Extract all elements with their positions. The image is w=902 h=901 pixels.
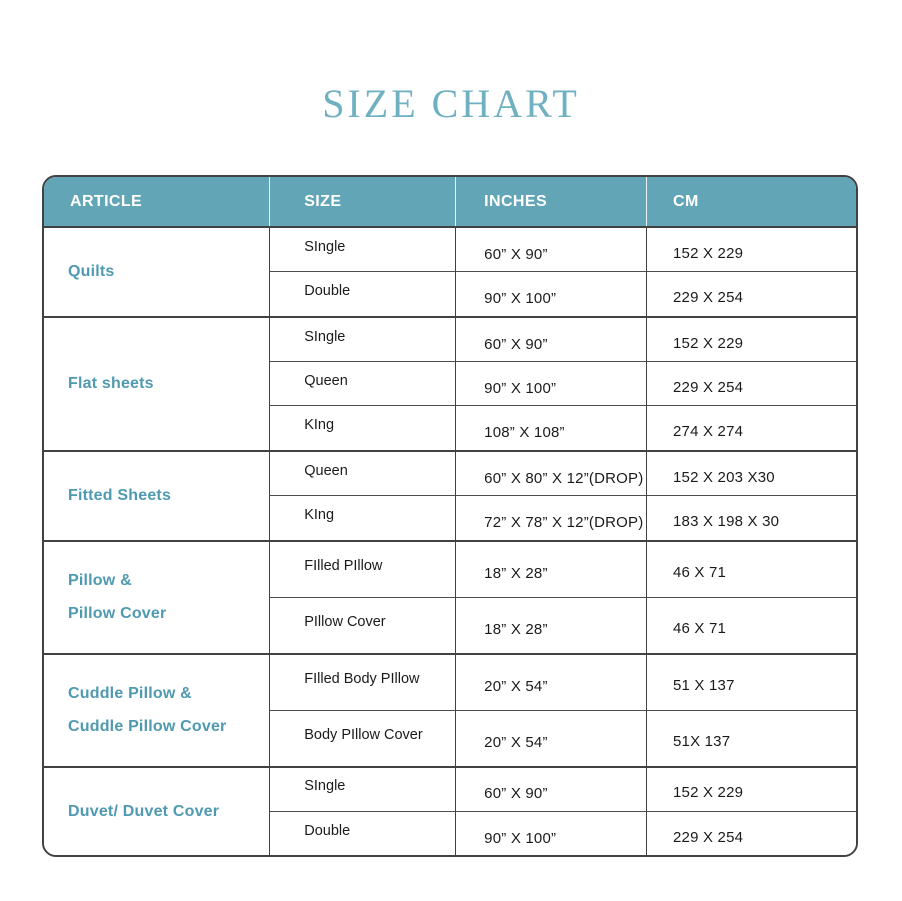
table-row (44, 451, 856, 496)
size-cell: Queen (270, 362, 456, 406)
size-cell: KIng (270, 406, 456, 451)
cm-cell: 46 X 71 (646, 541, 856, 598)
table-row (44, 227, 856, 272)
size-cell: FIlled Body PIllow (270, 654, 456, 711)
header-row (44, 177, 856, 227)
cm-cell: 152 X 203 X30 (646, 451, 856, 496)
inches-cell: 20” X 54” (456, 654, 647, 711)
size-chart-table-container (42, 175, 858, 857)
inches-cell: 20” X 54” (456, 710, 647, 767)
cm-cell: 183 X 198 X 30 (646, 496, 856, 541)
table-body (44, 227, 856, 855)
page-title: SIZE CHART (322, 81, 580, 126)
inches-cell: 60” X 90” (456, 227, 647, 272)
inches-cell: 60” X 80” X 12”(DROP) (456, 451, 647, 496)
inches-cell: 90” X 100” (456, 362, 647, 406)
table-header (44, 177, 856, 227)
table-row (44, 654, 856, 711)
cm-cell: 152 X 229 (646, 227, 856, 272)
size-cell: PIllow Cover (270, 597, 456, 654)
cm-cell: 51 X 137 (646, 654, 856, 711)
inches-cell: 90” X 100” (456, 812, 647, 855)
article-cell-flat-sheets: Flat sheets (44, 317, 270, 451)
inches-cell: 60” X 90” (456, 317, 647, 362)
size-cell: SIngle (270, 317, 456, 362)
size-chart-table (44, 177, 856, 855)
cm-cell: 51X 137 (646, 710, 856, 767)
cm-cell: 229 X 254 (646, 812, 856, 855)
cm-cell: 229 X 254 (646, 272, 856, 317)
size-cell: Queen (270, 451, 456, 496)
table-row (44, 317, 856, 362)
table-row (44, 767, 856, 812)
table-row (44, 541, 856, 598)
header-cm: CM (646, 177, 856, 227)
size-cell: SIngle (270, 227, 456, 272)
inches-cell: 72” X 78” X 12”(DROP) (456, 496, 647, 541)
header-inches: INCHES (456, 177, 647, 227)
inches-cell: 108” X 108” (456, 406, 647, 451)
inches-cell: 18” X 28” (456, 597, 647, 654)
article-cell-fitted-sheets: Fitted Sheets (44, 451, 270, 541)
article-cell-quilts: Quilts (44, 227, 270, 317)
size-cell: Double (270, 812, 456, 855)
size-cell: Double (270, 272, 456, 317)
inches-cell: 60” X 90” (456, 767, 647, 812)
size-cell: SIngle (270, 767, 456, 812)
article-cell-cuddle-pillow: Cuddle Pillow & Cuddle Pillow Cover (44, 654, 270, 767)
header-size: SIZE (270, 177, 456, 227)
cm-cell: 152 X 229 (646, 767, 856, 812)
cm-cell: 229 X 254 (646, 362, 856, 406)
size-cell: Body PIllow Cover (270, 710, 456, 767)
size-cell: FIlled PIllow (270, 541, 456, 598)
size-cell: KIng (270, 496, 456, 541)
article-cell-pillow: Pillow & Pillow Cover (44, 541, 270, 654)
cm-cell: 46 X 71 (646, 597, 856, 654)
cm-cell: 274 X 274 (646, 406, 856, 451)
inches-cell: 90” X 100” (456, 272, 647, 317)
cm-cell: 152 X 229 (646, 317, 856, 362)
article-cell-duvet: Duvet/ Duvet Cover (44, 767, 270, 855)
inches-cell: 18” X 28” (456, 541, 647, 598)
header-article: ARTICLE (44, 177, 270, 227)
